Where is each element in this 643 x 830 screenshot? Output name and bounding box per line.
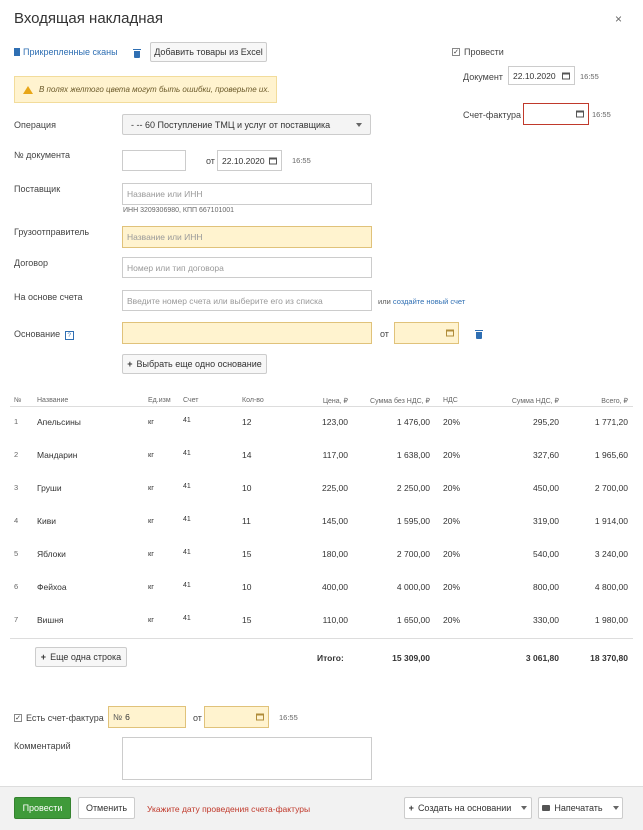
row-name[interactable]: Мандарин: [37, 450, 78, 460]
trash-icon[interactable]: [134, 51, 140, 58]
invoice-time-bottom: 16:55: [279, 713, 298, 722]
col-header-unit: Ед.изм: [148, 397, 171, 404]
add-basis-button[interactable]: + Выбрать еще одно основание: [122, 354, 267, 374]
create-account-link[interactable]: создайте новый счет: [392, 297, 466, 306]
document-time: 16:55: [580, 72, 599, 81]
has-invoice-label: Есть счет-фактура: [26, 713, 104, 723]
row-num: 7: [14, 615, 19, 624]
row-price: 117,00: [322, 450, 348, 460]
table-footer-divider: [10, 638, 633, 639]
plus-icon: +: [127, 359, 133, 369]
row-account: 41: [183, 516, 191, 523]
chevron-down-icon: [521, 806, 527, 810]
row-account: 41: [183, 417, 191, 424]
row-qty: 15: [242, 549, 252, 559]
row-total: 1 914,00: [594, 516, 628, 526]
row-num: 6: [14, 582, 19, 591]
row-vat: 20%: [443, 582, 461, 592]
has-invoice-checkbox[interactable]: ✓: [15, 714, 21, 722]
row-sum-no-vat: 1 650,00: [396, 615, 430, 625]
add-row-button[interactable]: + Еще одна строка: [35, 647, 127, 667]
supplier-input[interactable]: Название или ИНН: [122, 183, 372, 205]
shipper-input[interactable]: Название или ИНН: [122, 226, 372, 248]
total-vat: 3 061,80: [525, 653, 559, 663]
post-button[interactable]: Провести: [14, 797, 71, 819]
row-price: 180,00: [322, 549, 348, 559]
row-qty: 10: [242, 483, 252, 493]
row-account: 41: [183, 582, 191, 589]
operation-select[interactable]: [122, 114, 371, 135]
row-name[interactable]: Апельсины: [37, 417, 81, 427]
row-qty: 12: [242, 417, 252, 427]
document-date-input[interactable]: 22.10.2020: [508, 66, 575, 85]
row-qty: 14: [242, 450, 252, 460]
row-price: 110,00: [322, 615, 348, 625]
invoice-number-input[interactable]: [108, 706, 186, 728]
document-date-label: Документ: [463, 72, 503, 82]
col-header-num: №: [14, 397, 22, 404]
row-sum-no-vat: 1 476,00: [396, 417, 430, 427]
calendar-icon[interactable]: [269, 157, 277, 164]
row-total: 1 980,00: [594, 615, 628, 625]
row-unit: кг: [148, 615, 155, 624]
row-num: 3: [14, 483, 19, 492]
close-icon[interactable]: ×: [615, 12, 623, 26]
warning-text: В полях желтого цвета могут быть ошибки, проверьте их.: [39, 85, 270, 94]
total-all: 18 370,80: [590, 653, 628, 663]
doc-date-input[interactable]: 22.10.2020: [217, 150, 282, 171]
row-vat-sum: 540,00: [533, 549, 559, 559]
row-sum-no-vat: 2 700,00: [396, 549, 430, 559]
doc-number-label: № документа: [14, 150, 71, 160]
row-vat-sum: 327,60: [533, 450, 559, 460]
trash-icon[interactable]: [476, 332, 482, 339]
supplier-label: Поставщик: [14, 184, 61, 194]
calendar-icon[interactable]: [576, 111, 584, 118]
row-qty: 15: [242, 615, 252, 625]
document-icon: [14, 48, 20, 56]
printer-icon: [542, 805, 550, 811]
basis-date-input[interactable]: [394, 322, 459, 344]
doc-from-label: от: [206, 156, 215, 166]
row-sum-no-vat: 1 595,00: [396, 516, 430, 526]
table-header-divider: [10, 406, 633, 407]
has-invoice-row[interactable]: [14, 713, 104, 723]
cancel-button[interactable]: Отменить: [78, 797, 135, 819]
row-name[interactable]: Вишня: [37, 615, 64, 625]
row-account: 41: [183, 450, 191, 457]
row-price: 400,00: [322, 582, 348, 592]
post-checkbox[interactable]: ✓: [453, 48, 459, 56]
invoice-date-input[interactable]: [523, 103, 589, 125]
total-no-vat: 15 309,00: [392, 653, 430, 663]
col-header-total: Всего, ₽: [601, 398, 628, 405]
row-total: 3 240,00: [594, 549, 628, 559]
row-name[interactable]: Киви: [37, 516, 56, 526]
col-header-vat-sum: Сумма НДС, ₽: [511, 398, 559, 405]
shipper-label: Грузоотправитель: [14, 227, 90, 237]
supplier-info: ИНН 3209306980, КПП 667101001: [123, 207, 235, 214]
row-price: 145,00: [322, 516, 348, 526]
add-from-excel-button[interactable]: Добавить товары из Excel: [150, 42, 267, 62]
chevron-down-icon: [613, 806, 619, 810]
row-num: 4: [14, 516, 19, 525]
row-vat: 20%: [443, 417, 461, 427]
help-icon[interactable]: ?: [65, 331, 74, 340]
row-total: 1 965,60: [594, 450, 628, 460]
create-based-on-button[interactable]: + Создать на основании: [404, 797, 532, 819]
row-vat: 20%: [443, 615, 461, 625]
post-label: Провести: [464, 47, 504, 57]
row-price: 123,00: [322, 417, 348, 427]
row-account: 41: [183, 549, 191, 556]
row-num: 5: [14, 549, 19, 558]
calendar-icon[interactable]: [562, 72, 570, 79]
row-vat-sum: 450,00: [533, 483, 559, 493]
basis-input[interactable]: [122, 322, 372, 344]
row-account: 41: [183, 615, 191, 622]
chevron-down-icon: [356, 123, 362, 127]
attached-scans-label: Прикрепленные сканы: [23, 47, 118, 57]
col-header-account: Счет: [183, 397, 199, 404]
operation-label: Операция: [14, 120, 56, 130]
row-name[interactable]: Яблоки: [37, 549, 66, 559]
row-vat: 20%: [443, 549, 461, 559]
row-vat: 20%: [443, 516, 461, 526]
col-header-sum-no-vat: Сумма без НДС, ₽: [370, 398, 430, 405]
row-qty: 11: [242, 516, 251, 526]
account-input[interactable]: Введите номер счета или выберите его из списка: [122, 290, 372, 311]
warning-banner: [14, 76, 277, 103]
row-num: 1: [14, 417, 19, 426]
col-header-vat: НДС: [443, 397, 458, 404]
basis-label: Основание ?: [14, 329, 74, 340]
warning-icon: [23, 86, 33, 94]
col-header-price: Цена, ₽: [322, 398, 348, 405]
row-total: 2 700,00: [594, 483, 628, 493]
attached-scans-link[interactable]: [14, 47, 118, 57]
invoice-number-label: №: [113, 712, 123, 722]
page-title: Входящая накладная: [14, 10, 163, 27]
account-label: На основе счета: [14, 292, 83, 302]
row-unit: кг: [148, 549, 155, 558]
col-header-qty: Кол-во: [242, 397, 264, 404]
post-checkbox-row[interactable]: [452, 47, 504, 57]
row-name[interactable]: Груши: [37, 483, 62, 493]
basis-from-label: от: [380, 329, 389, 339]
invoice-date-label: Счет-фактура: [463, 110, 521, 120]
row-sum-no-vat: 1 638,00: [396, 450, 430, 460]
doc-time: 16:55: [292, 156, 311, 165]
row-unit: кг: [148, 417, 155, 426]
row-total: 4 800,00: [594, 582, 628, 592]
calendar-icon[interactable]: [446, 330, 454, 337]
comment-label: Комментарий: [14, 741, 71, 751]
invoice-date-bottom-input[interactable]: [204, 706, 269, 728]
row-sum-no-vat: 4 000,00: [396, 582, 430, 592]
account-create-row: [378, 297, 465, 306]
invoice-number-value: 6: [125, 712, 130, 722]
comment-textarea[interactable]: [122, 737, 372, 780]
operation-value: - -- 60 Поступление ТМЦ и услуг от поставщика: [131, 119, 331, 130]
plus-icon: +: [408, 803, 414, 813]
col-header-name: Название: [37, 397, 69, 404]
row-unit: кг: [148, 450, 155, 459]
row-price: 225,00: [322, 483, 348, 493]
row-vat: 20%: [443, 483, 461, 493]
contract-input[interactable]: Номер или тип договора: [122, 257, 372, 278]
row-name[interactable]: Фейхоа: [37, 582, 67, 592]
total-label: Итого:: [317, 653, 344, 663]
row-qty: 10: [242, 582, 252, 592]
doc-number-input[interactable]: [122, 150, 186, 171]
row-vat: 20%: [443, 450, 461, 460]
row-unit: кг: [148, 582, 155, 591]
calendar-icon[interactable]: [256, 714, 264, 721]
print-button[interactable]: Напечатать: [538, 797, 623, 819]
row-unit: кг: [148, 483, 155, 492]
error-message: Укажите дату проведения счета-фактуры: [147, 804, 311, 814]
row-vat-sum: 319,00: [533, 516, 559, 526]
invoice-from-label: от: [193, 713, 202, 723]
row-vat-sum: 800,00: [533, 582, 559, 592]
account-or-text: или: [378, 297, 391, 306]
row-vat-sum: 295,20: [533, 417, 559, 427]
plus-icon: +: [40, 652, 47, 662]
row-account: 41: [183, 483, 191, 490]
row-unit: кг: [148, 516, 155, 525]
row-num: 2: [14, 450, 19, 459]
invoice-time: 16:55: [592, 110, 611, 119]
row-total: 1 771,20: [594, 417, 628, 427]
row-vat-sum: 330,00: [533, 615, 559, 625]
row-sum-no-vat: 2 250,00: [396, 483, 430, 493]
contract-label: Договор: [14, 258, 48, 268]
